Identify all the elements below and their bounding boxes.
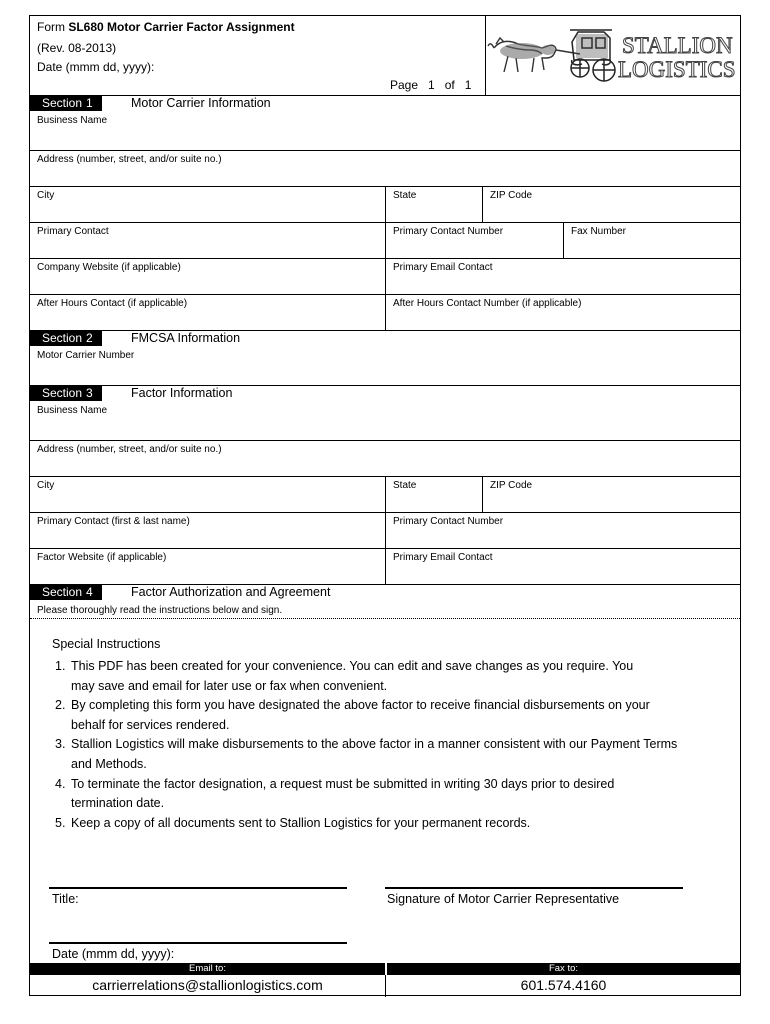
instruction-item: 5. Keep a copy of all documents sent to Stallion Logistics for your permanent records. bbox=[55, 815, 531, 830]
special-instructions-heading: Special Instructions bbox=[52, 637, 161, 651]
factor-assignment-form bbox=[29, 15, 741, 996]
s1-email-field[interactable]: Primary Email Contact bbox=[385, 259, 740, 294]
s3-city-state-zip-row bbox=[30, 476, 740, 512]
date-line[interactable] bbox=[49, 942, 347, 944]
form-header bbox=[30, 16, 740, 95]
section-3-title: Factor Information bbox=[131, 386, 233, 400]
header-date-field[interactable]: Date (mmm dd, yyyy): bbox=[37, 60, 155, 74]
s3-business-name-field[interactable]: Business Name bbox=[37, 405, 108, 416]
logo-line-2: LOGISTICS bbox=[618, 57, 736, 82]
footer-email[interactable]: carrierrelations@stallionlogistics.com bbox=[92, 977, 323, 993]
s1-website-field[interactable]: Company Website (if applicable) bbox=[37, 262, 181, 273]
signature-label: Signature of Motor Carrier Representative bbox=[387, 892, 620, 906]
section-2-badge: Section 2 bbox=[30, 331, 102, 346]
section-2-header bbox=[30, 330, 740, 347]
title-label: Title: bbox=[52, 892, 79, 906]
company-logo bbox=[486, 18, 740, 94]
section-4-title: Factor Authorization and Agreement bbox=[131, 585, 331, 599]
s1-state-field[interactable]: State bbox=[385, 187, 482, 222]
s3-contact-row bbox=[30, 512, 740, 548]
s3-website-field[interactable]: Factor Website (if applicable) bbox=[37, 552, 167, 563]
s3-city-field[interactable]: City bbox=[37, 480, 55, 491]
section-4-header bbox=[30, 584, 740, 601]
s1-city-field[interactable]: City bbox=[37, 190, 55, 201]
s1-business-name-field[interactable]: Business Name bbox=[37, 115, 108, 126]
s3-web-email-row bbox=[30, 548, 740, 584]
s1-after-hours-contact-field[interactable]: After Hours Contact (if applicable) bbox=[37, 298, 188, 309]
s3-primary-contact-field[interactable]: Primary Contact (first & last name) bbox=[37, 516, 190, 527]
s1-after-hours-number-field[interactable]: After Hours Contact Number (if applicable) bbox=[385, 295, 740, 330]
instruction-item: 4. To terminate the factor designation, a request must be submitted in writing 30 days prior to desired termination date. bbox=[55, 776, 615, 811]
section-2-title: FMCSA Information bbox=[131, 331, 241, 345]
form-title: Form SL680 Motor Carrier Factor Assignment bbox=[37, 20, 295, 34]
page-indicator: Page 1 of 1 bbox=[390, 78, 472, 92]
section-1-badge: Section 1 bbox=[30, 96, 102, 111]
instruction-item: 2. By completing this form you have designated the above factor to receive financial disbursements on your behalf for services rendered. bbox=[55, 698, 650, 732]
s3-state-field[interactable]: State bbox=[385, 477, 482, 512]
form-revision: (Rev. 08-2013) bbox=[37, 41, 117, 55]
signature-line[interactable] bbox=[385, 887, 683, 889]
title-line[interactable] bbox=[49, 887, 347, 889]
s1-after-hours-row bbox=[30, 294, 740, 330]
logo-line-1: STALLION bbox=[622, 33, 733, 58]
section-3-header bbox=[30, 385, 740, 402]
sign-date-label: Date (mmm dd, yyyy): bbox=[52, 947, 175, 961]
s3-email-field[interactable]: Primary Email Contact bbox=[385, 549, 740, 584]
s1-contact-row bbox=[30, 222, 740, 258]
s1-zip-field[interactable]: ZIP Code bbox=[482, 187, 740, 222]
section-4-badge: Section 4 bbox=[30, 585, 102, 600]
footer-fax: 601.574.4160 bbox=[520, 977, 607, 993]
s1-primary-contact-field[interactable]: Primary Contact bbox=[37, 226, 109, 237]
s3-zip-field[interactable]: ZIP Code bbox=[482, 477, 740, 512]
instructions-list bbox=[52, 657, 712, 833]
section-1-title: Motor Carrier Information bbox=[131, 96, 271, 110]
section-4-note: Please thoroughly read the instructions below and sign. bbox=[37, 605, 283, 616]
instruction-item: 1. This PDF has been created for your convenience. You can edit and save changes as you require. You may save and email for later use or fax when convenient. bbox=[55, 659, 634, 693]
instruction-item: 3. Stallion Logistics will make disbursements to the above factor in a manner consistent with our Payment Terms and Methods. bbox=[55, 737, 678, 771]
s2-mc-number-field[interactable]: Motor Carrier Number bbox=[37, 350, 135, 361]
s1-primary-contact-number-field[interactable]: Primary Contact Number bbox=[385, 223, 563, 258]
s3-address-field[interactable]: Address (number, street, and/or suite no.) bbox=[30, 440, 740, 476]
s1-address-field[interactable]: Address (number, street, and/or suite no.) bbox=[30, 150, 740, 186]
s3-primary-contact-number-field[interactable]: Primary Contact Number bbox=[385, 513, 740, 548]
s1-fax-number-field[interactable]: Fax Number bbox=[563, 223, 740, 258]
footer-bar bbox=[30, 963, 740, 975]
fax-to-label: Fax to: bbox=[548, 963, 579, 974]
section-3-badge: Section 3 bbox=[30, 386, 102, 401]
stagecoach-icon bbox=[486, 18, 740, 94]
section-1-header bbox=[30, 95, 740, 112]
email-to-label: Email to: bbox=[189, 963, 226, 974]
s1-web-email-row bbox=[30, 258, 740, 294]
s1-city-state-zip-row bbox=[30, 186, 740, 222]
